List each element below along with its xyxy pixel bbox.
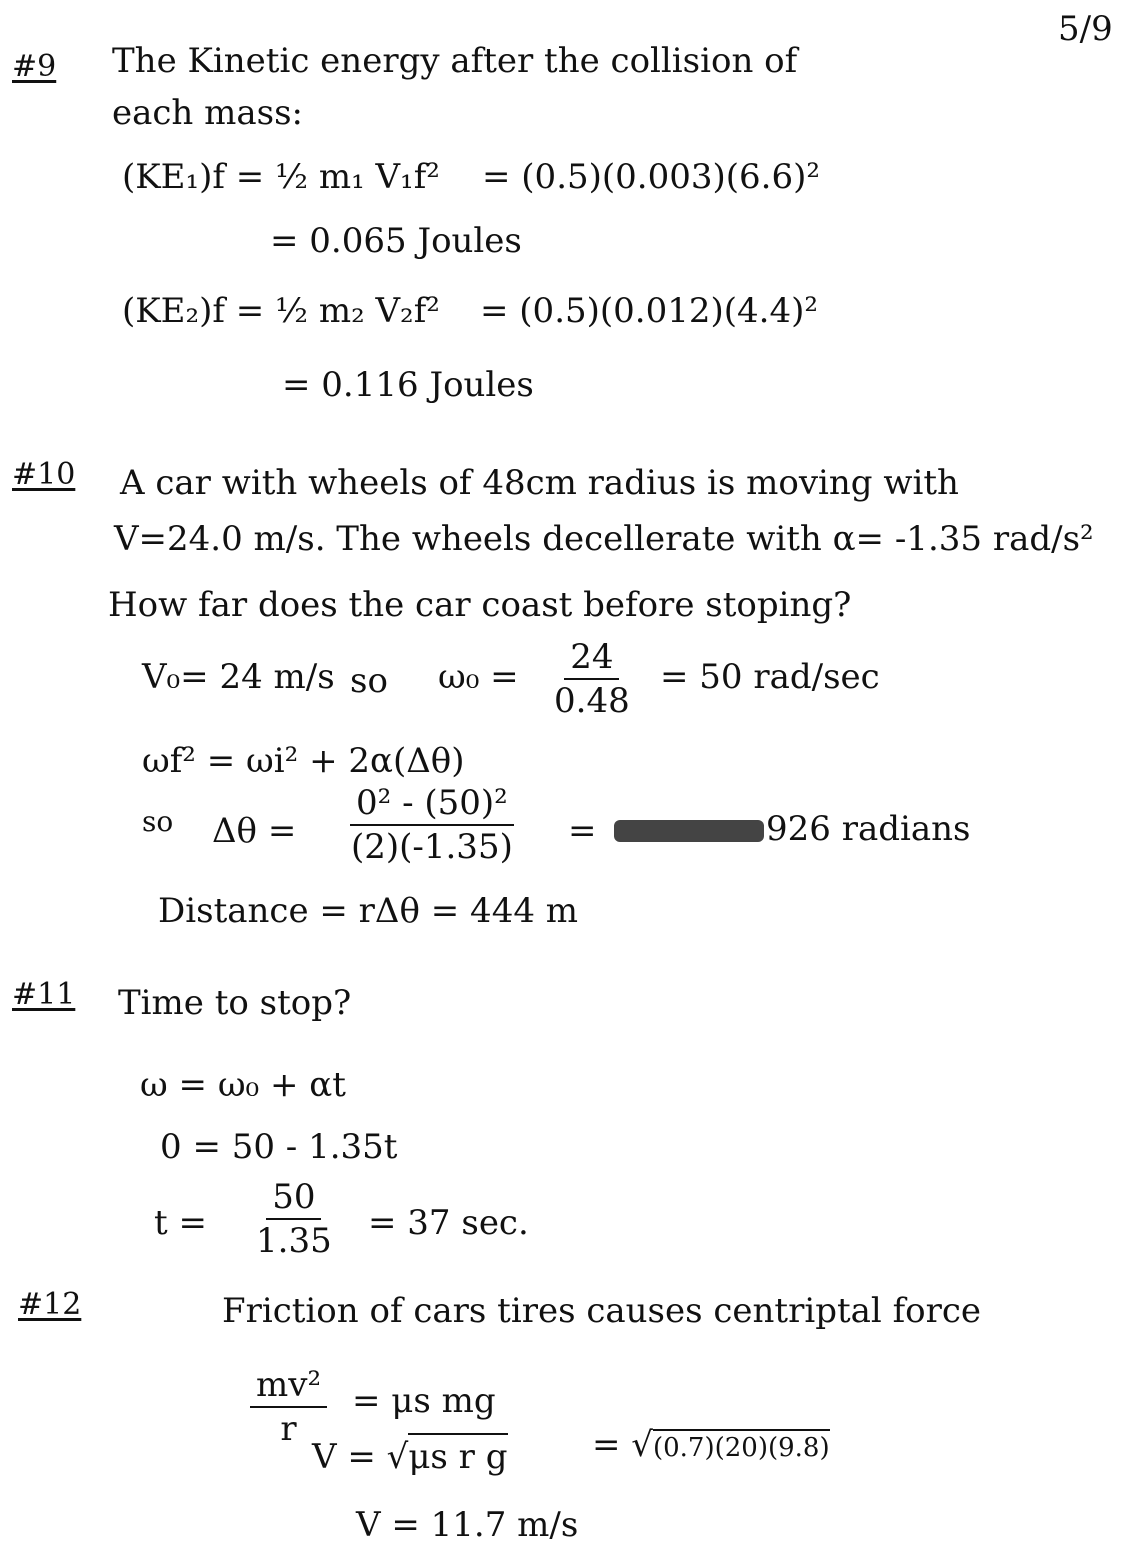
centripetal-denominator: r: [280, 1409, 297, 1449]
delta-theta-result-line: [614, 809, 971, 849]
delta-theta-denominator: (2)(-1.35): [350, 827, 513, 867]
problem-10-number: #10: [12, 457, 76, 492]
so-label-2: so: [142, 805, 174, 838]
delta-theta-equals: =: [568, 811, 597, 851]
velocity-result: V = 11.7 m/s: [356, 1505, 579, 1545]
distance-equation: Distance = rΔθ = 444 m: [158, 891, 579, 931]
velocity-values: [592, 1425, 830, 1465]
delta-theta-numerator: 0² - (50)²: [350, 786, 514, 826]
time-numerator: 50: [266, 1180, 321, 1220]
velocity-lhs: V = √: [312, 1437, 409, 1477]
problem-9-number: #9: [12, 49, 57, 84]
ke2-lhs: (KE₂)f = ½ m₂ V₂f²: [122, 291, 440, 331]
centripetal-fraction: [250, 1365, 327, 1449]
crossed-out-scribble: [614, 820, 764, 842]
omega-equation: ω = ω₀ + αt: [140, 1065, 346, 1105]
initial-velocity: V₀= 24 m/s: [142, 657, 335, 697]
ke1-rhs: = (0.5)(0.003)(6.6)²: [482, 157, 820, 197]
ke2-rhs: = (0.5)(0.012)(4.4)²: [480, 291, 818, 331]
time-lhs: t =: [154, 1203, 207, 1243]
problem-9-line-1: The Kinetic energy after the collision of: [112, 41, 798, 81]
problem-9-line-2: each mass:: [112, 93, 304, 133]
time-fraction: [256, 1177, 332, 1261]
omega0-denominator: 0.48: [554, 681, 630, 721]
velocity-root: μs r g: [408, 1433, 507, 1477]
ke1-result: = 0.065 Joules: [270, 221, 522, 261]
omega0-fraction: [554, 637, 630, 721]
ke2-result: = 0.116 Joules: [282, 365, 534, 405]
ke1-lhs: (KE₁)f = ½ m₁ V₁f²: [122, 157, 440, 197]
omega0-result: = 50 rad/sec: [660, 657, 880, 697]
problem-10-line-1: A car with wheels of 48cm radius is moving with: [120, 463, 959, 503]
page-number: 5/9: [1058, 9, 1113, 49]
problem-10-line-3: How far does the car coast before stoping?: [108, 585, 852, 625]
time-denominator: 1.35: [256, 1221, 332, 1261]
time-result: = 37 sec.: [368, 1203, 529, 1243]
velocity-formula: [312, 1437, 508, 1477]
delta-theta-fraction: [350, 783, 514, 867]
velocity-rhs: = √: [592, 1425, 653, 1465]
centripetal-numerator: mv²: [250, 1368, 327, 1408]
so-label-1: so: [350, 661, 388, 701]
problem-11-line-1: Time to stop?: [118, 983, 352, 1023]
delta-theta-lhs: Δθ =: [212, 811, 297, 851]
problem-12-number: #12: [18, 1287, 82, 1322]
omega0-numerator: 24: [564, 640, 619, 680]
problem-12-line-1: Friction of cars tires causes centriptal force: [222, 1291, 982, 1331]
problem-11-number: #11: [12, 977, 76, 1012]
delta-theta-result: 926 radians: [766, 809, 971, 849]
friction-rhs: = μs mg: [352, 1381, 496, 1421]
omega0-lhs: ω₀ =: [438, 657, 519, 697]
time-equation: 0 = 50 - 1.35t: [160, 1127, 398, 1167]
velocity-values-root: (0.7)(20)(9.8): [653, 1429, 830, 1463]
kinematic-equation: ωf² = ωi² + 2α(Δθ): [142, 741, 465, 781]
problem-10-line-2: V=24.0 m/s. The wheels decellerate with α= -1.35 rad/s²: [114, 519, 1094, 559]
